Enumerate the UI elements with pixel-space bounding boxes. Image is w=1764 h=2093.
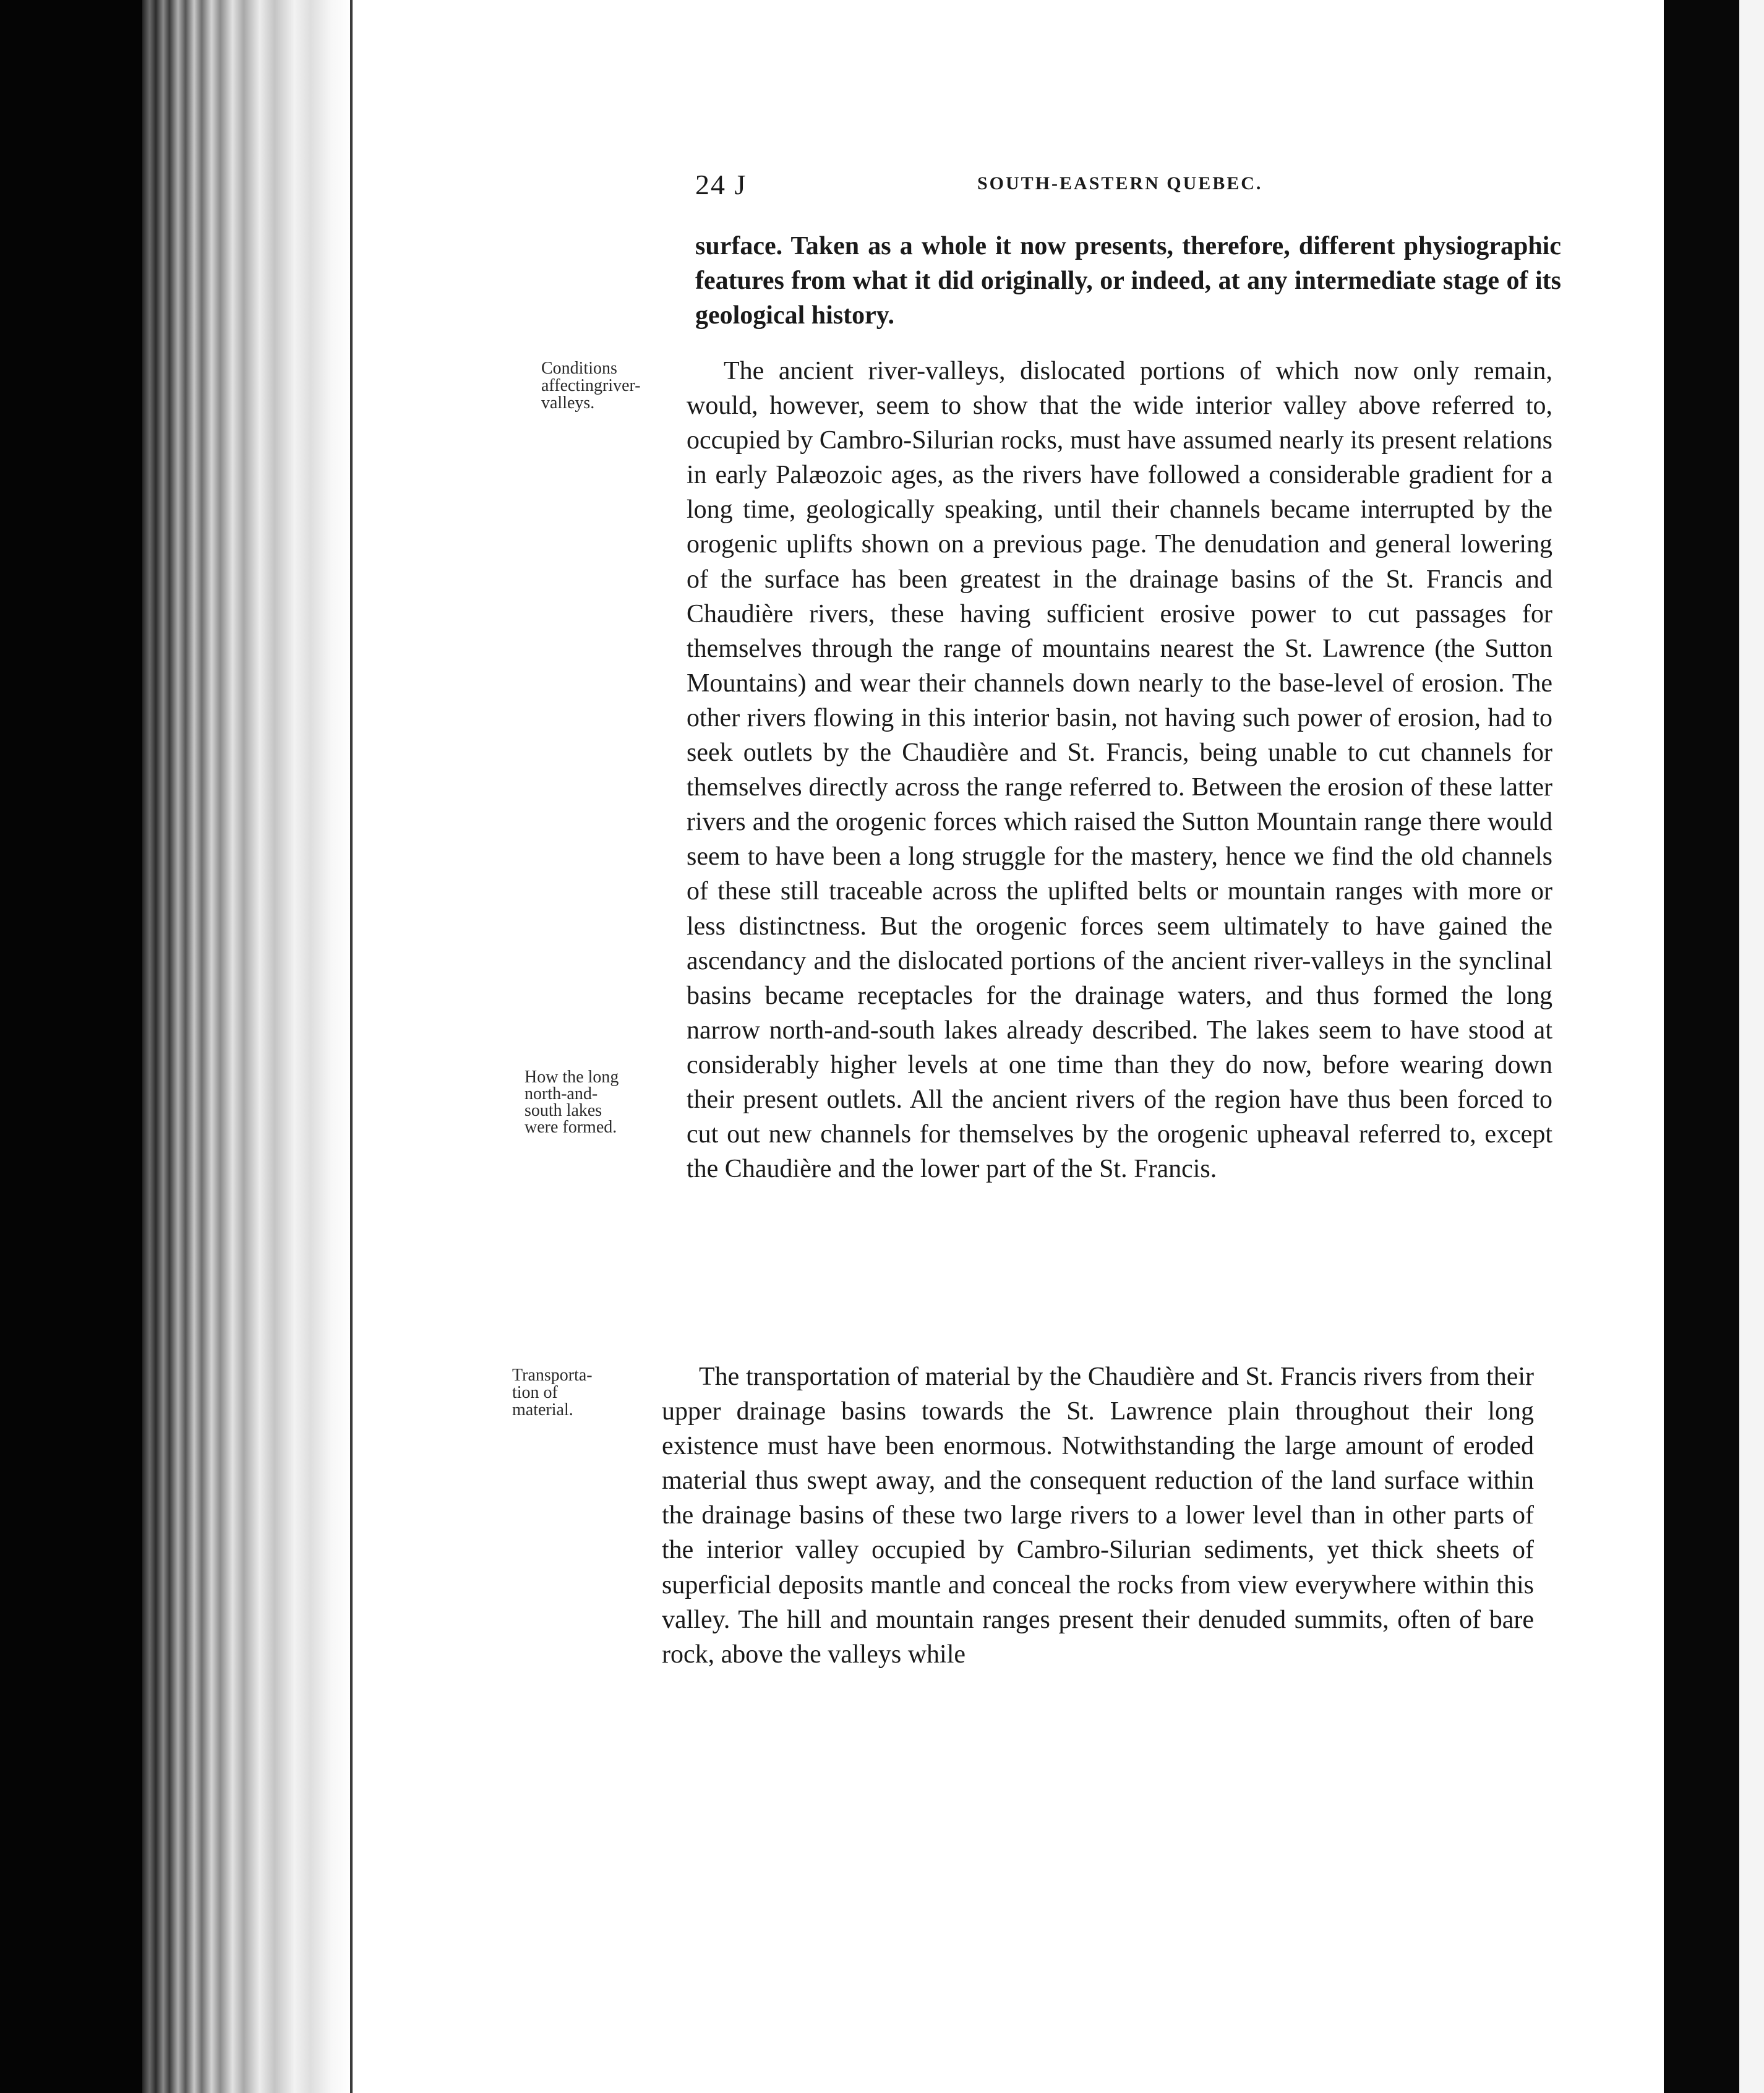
paragraph-2: The ancient river-valleys, dislocated portions of which now only remain, would, however, seem to show that the wide interior valley above referred to, occupied by Cambro-Silurian rocks, must have assumed nearly its present relations in early Palæozoic ages, as the rivers have followed a considerable gradient for a long time, geologically speaking, until their channels became interrupted by the orogenic uplifts shown on a previous page. The denudation and general lowering of the surface has been greatest in the drainage basins of the St. Francis and Chaudière rivers, these having sufficient erosive power to cut passages for themselves through the range of mountains nearest the St. Lawrence (the Sutton Mountains) and wear their channels down nearly to the base-level of erosion. The other rivers flowing in this interior basin, not having such power of erosion, had to seek outlets by the Chaudière and St. Francis, being unable to cut channels for themselves directly across the range referred to. Between the erosion of these latter rivers and the orogenic forces which raised the Sutton Mountain range there would seem to have been a long struggle for the mastery, hence we find the old channels of these still traceable across the uplifted belts or mountain ranges with more or less distinctness. But the orogenic forces seem ultimately to have gained the ascendancy and the dislocated portions of the ancient river-valleys in the synclinal basins became receptacles for the drainage waters, and thus formed the long narrow north-and-south lakes already described. The lakes seem to have stood at considerably higher levels at one time than they do now, before wearing down their present outlets. All the ancient rivers of the region have thus been forced to cut out new channels for themselves by the orogenic upheaval referred to, except the Chaudière and the lower part of the St. Francis. [687, 357, 1552, 1184]
running-title: SOUTH-EASTERN QUEBEC. [977, 173, 1263, 194]
sidenote-lakes: How the long north-and- south lakes were formed. [524, 1068, 619, 1137]
sidenote-conditions: Conditions affectingriver- valleys. [541, 359, 641, 413]
paragraph-3: The transportation of material by the Chaudière and St. Francis rivers from their upper drainage basins towards the St. Lawrence plain throughout their long existence must have been enormous. Notwithstanding the large amount of eroded material thus swept away, and the consequent reduction of the land surface within the drainage basins of these two large rivers to a lower level than in other parts of the interior valley occupied by Cambro-Silurian sediments, yet thick sheets of superficial deposits mantle and conceal the rocks from view everywhere within this valley. The hill and mountain ranges present their denuded summits, often of bare rock, above the valleys while [662, 1363, 1534, 1669]
book-page-edges [142, 0, 353, 2093]
sidenote-transportation: Transporta- tion of material. [512, 1366, 593, 1419]
running-head [353, 168, 1664, 205]
page-number: 24 J [695, 169, 747, 200]
book-page [353, 0, 1664, 2093]
next-page-sliver [1739, 0, 1764, 2093]
scan-left-edge [0, 0, 142, 2093]
paragraph-1: surface. Taken as a whole it now presents, therefore, different physiographic features from what it did originally, or indeed, at any intermediate stage of its geological history. [695, 232, 1561, 330]
